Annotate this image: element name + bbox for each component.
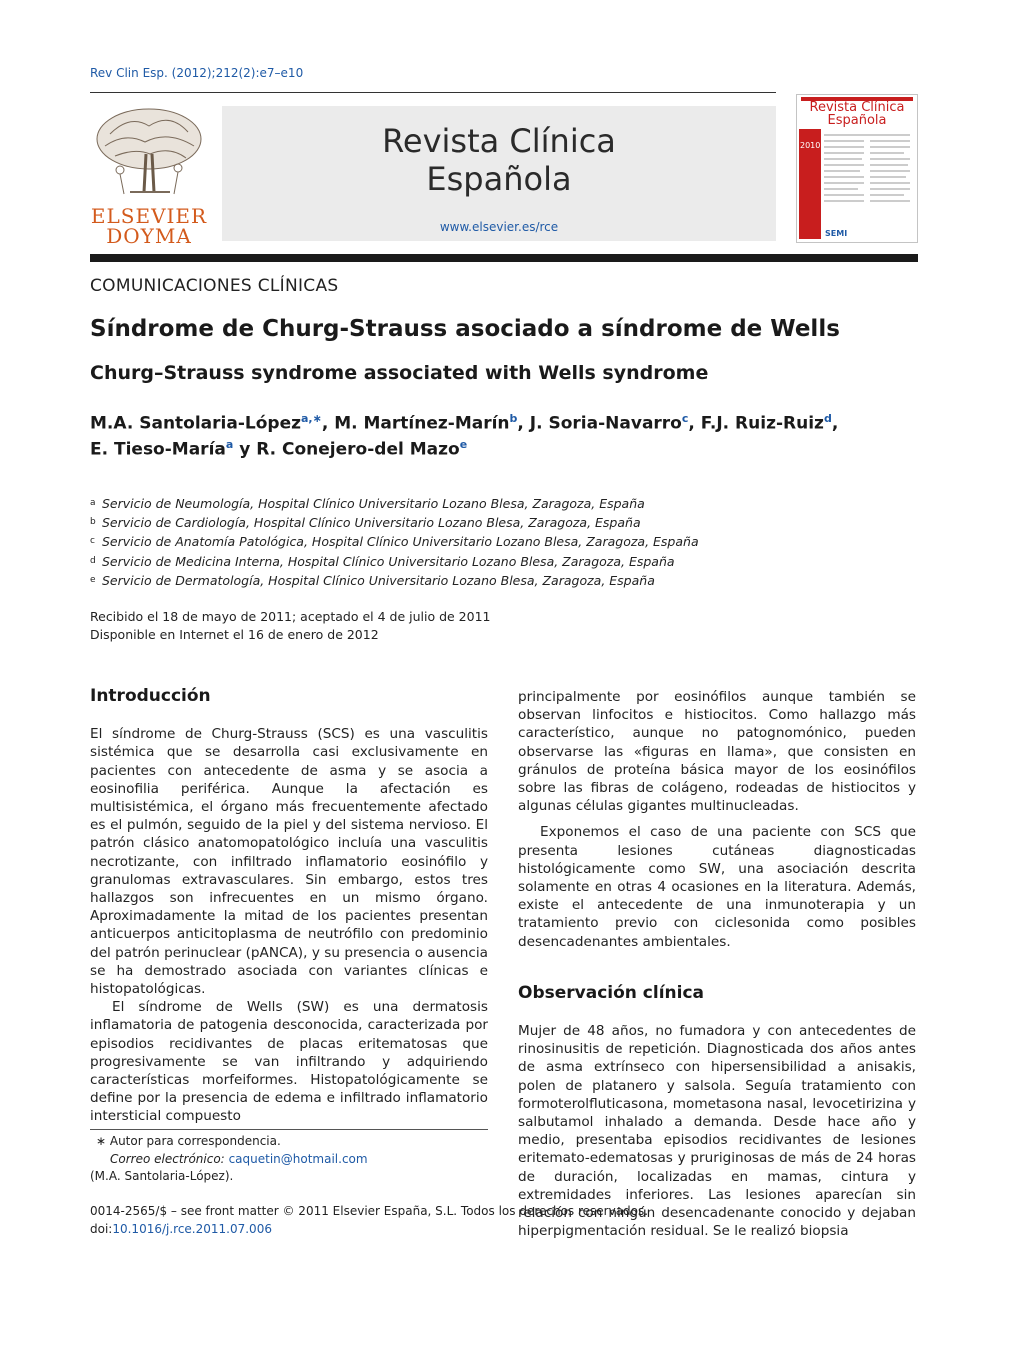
section-label: COMUNICACIONES CLÍNICAS <box>90 276 339 296</box>
cover-title-line1: Revista Clínica <box>809 100 905 115</box>
author-name[interactable]: E. Tieso-María <box>90 439 226 460</box>
affiliation-label: e <box>90 574 96 585</box>
authors-line-1 <box>90 412 838 434</box>
affiliation-item <box>90 532 699 551</box>
cover-text-lines <box>824 131 914 231</box>
affiliation-text: Servicio de Anatomía Patológica, Hospital Clínico Universitario Lozano Blesa, Zaragoza, España <box>102 534 699 550</box>
email-link[interactable]: caquetin@hotmail.com <box>228 1151 368 1166</box>
affiliation-item <box>90 571 699 590</box>
received-date: Recibido el 18 de mayo de 2011; aceptado el 4 de julio de 2011 <box>90 609 491 624</box>
doi-label: doi: <box>90 1222 113 1236</box>
footnote-divider <box>90 1129 488 1130</box>
affiliation-text: Servicio de Cardiología, Hospital Clínico Universitario Lozano Blesa, Zaragoza, España <box>102 515 641 531</box>
online-date: Disponible en Internet el 16 de enero de 2012 <box>90 627 379 642</box>
journal-url-link[interactable]: www.elsevier.es/rce <box>439 220 559 234</box>
email-owner: (M.A. Santolaria-López). <box>90 1169 234 1183</box>
affiliation-text: Servicio de Dermatología, Hospital Clínico Universitario Lozano Blesa, Zaragoza, España <box>102 572 655 588</box>
affiliation-label: c <box>90 536 95 547</box>
author-name[interactable]: R. Conejero-del Mazo <box>256 439 460 460</box>
affiliation-item <box>90 494 699 513</box>
intro-paragraph-3: principalmente por eosinófilos aunque también se observan linfocitos e histiocitos. Como hallazgo más característico, aunque no patognomónico, pueden observarse las «figuras en llama», que consisten en gránulos de proteína básica mayor de los eosinófilos sobre las fibras de colágeno, rodeadas de histiocitos y algunas células gigantes multinucleadas. <box>518 689 916 815</box>
author-name[interactable]: J. Soria-Navarro <box>529 413 682 434</box>
elsevier-logo <box>90 104 208 248</box>
affiliation-label: d <box>90 555 96 566</box>
author-separator: , <box>321 413 335 434</box>
intro-paragraph-1: El síndrome de Churg-Strauss (SCS) es una vasculitis sistémica que se desarrolla casi exclusivamente en pacientes con antecedente de asma y se asocia a eosinofilia periférica. Aunque la afectación es multisistémica, el órgano más frecuentemente afectado es el pulmón, seguido de la piel y del sistema nervioso. El patrón clásico anatomopatológico incluía una vasculitis necrotizante, con infiltrado inflamatorio eosinófilo y granulomas extravasculares. Sin embargo, estos tres hallazgos son infrecuentes en un mismo órgano. Aproximadamente la mitad de los pacientes presentan anticuerpos anticitoplasma de neutrófilo con predominio del patrón perinuclear (pANCA), y su presencia o ausencia se ha demostrado asociada con variantes clínicas e histopatológicas. <box>90 726 488 998</box>
affiliation-item <box>90 552 699 571</box>
cover-title-line2: Española <box>827 113 887 128</box>
author-affiliation-link[interactable]: a <box>225 438 234 451</box>
footnotes <box>90 1133 368 1186</box>
affiliation-label: b <box>90 517 96 528</box>
author-affiliation-link[interactable]: e <box>459 438 468 451</box>
author-separator: y <box>233 439 257 460</box>
affiliation-text: Servicio de Medicina Interna, Hospital Clínico Universitario Lozano Blesa, Zaragoza, España <box>102 553 675 569</box>
publisher-name-doyma: DOYMA <box>106 224 192 248</box>
author-affiliation-link[interactable]: d <box>823 412 832 425</box>
author-affiliation-link[interactable]: c <box>681 412 689 425</box>
cover-year: 2010 <box>800 141 821 150</box>
author-name[interactable]: M.A. Santolaria-López <box>90 413 301 434</box>
journal-banner <box>222 106 776 241</box>
affiliation-label: a <box>90 498 96 508</box>
journal-citation[interactable]: Rev Clin Esp. (2012);212(2):e7–e10 <box>90 66 304 80</box>
doi-link[interactable]: 10.1016/j.rce.2011.07.006 <box>112 1222 272 1236</box>
elsevier-tree-icon <box>90 104 208 204</box>
cover-badge: SEMI <box>825 229 848 238</box>
journal-cover-thumbnail <box>796 94 918 243</box>
journal-title-line1: Revista Clínica <box>382 122 616 160</box>
header-thick-divider <box>90 254 918 262</box>
author-name[interactable]: M. Martínez-Marín <box>334 413 510 434</box>
article-title-spanish: Síndrome de Churg-Strauss asociado a síndrome de Wells <box>90 316 840 342</box>
journal-title-line2: Española <box>426 160 572 198</box>
affiliation-item <box>90 513 699 532</box>
author-name[interactable]: F.J. Ruiz-Ruiz <box>700 413 824 434</box>
article-title-english: Churg–Strauss syndrome associated with Wells syndrome <box>90 362 709 384</box>
author-separator: , <box>831 413 839 434</box>
author-affiliation-link[interactable]: a,∗ <box>301 412 322 425</box>
author-separator: , <box>517 413 530 434</box>
author-affiliation-link[interactable]: b <box>509 412 518 425</box>
issn-copyright: 0014-2565/$ – see front matter © 2011 Elsevier España, S.L. Todos los derechos reservados. <box>90 1204 649 1218</box>
authors-line-2 <box>90 438 467 460</box>
intro-paragraph-2: El síndrome de Wells (SW) es una dermatosis inflamatoria de patogenia desconocida, caracterizada por episodios recidivantes de placas eritematosas que progresivamente se van infiltrando y adquiriendo características morfeiformes. Histopatológicamente se define por la presencia de edema e infiltrado inflamatorio intersticial compuesto <box>90 999 488 1125</box>
intro-heading: Introducción <box>90 686 211 706</box>
affiliations-list <box>90 494 699 590</box>
article-dates <box>90 608 491 644</box>
clinical-observation-paragraph: Mujer de 48 años, no fumadora y con antecedentes de rinosinusitis de repetición. Diagnosticada dos años antes de asma extrínseco con hipersensibilidad a anisakis, polen de platanero y salsola. Seguía tratamiento con formoterolfluticasona, mometasona nasal, levocetirizina y salbutamol inhalado a demanda. Desde hace año y medio, presentaba episodios recidivantes de lesiones eritemato-edematosas y pruriginosas de más de 24 horas de duración, localizadas en mamas, cintura y extremidades inferiores. Las lesiones aparecían sin relación con ningún desencadenante conocido y dejaban hiperpigmentación residual. Se le realizó biopsia <box>518 1023 916 1240</box>
doi-line <box>90 1220 648 1238</box>
affiliation-text: Servicio de Neumología, Hospital Clínico Universitario Lozano Blesa, Zaragoza, España <box>102 496 645 511</box>
clinical-observation-heading: Observación clínica <box>518 982 705 1003</box>
left-column <box>90 687 488 1126</box>
right-column <box>518 688 916 1240</box>
corresponding-author-note: ∗ Autor para correspondencia. <box>96 1134 281 1148</box>
header-divider <box>90 92 776 93</box>
email-line <box>90 1151 368 1169</box>
publisher-name-elsevier: ELSEVIER <box>90 204 208 228</box>
intro-paragraph-4: Exponemos el caso de una paciente con SCS que presenta lesiones cutáneas diagnosticadas histológicamente como SW, una asociación descrita solamente en otras 4 ocasiones en la literatura. Además, existe el antecedente de una inmunoterapia y un tratamiento previo con ciclesonida como posibles desencadenantes ambientales. <box>518 824 916 950</box>
bottom-identifiers <box>90 1202 648 1238</box>
author-separator: , <box>688 413 701 434</box>
email-label: Correo electrónico: <box>110 1151 225 1166</box>
